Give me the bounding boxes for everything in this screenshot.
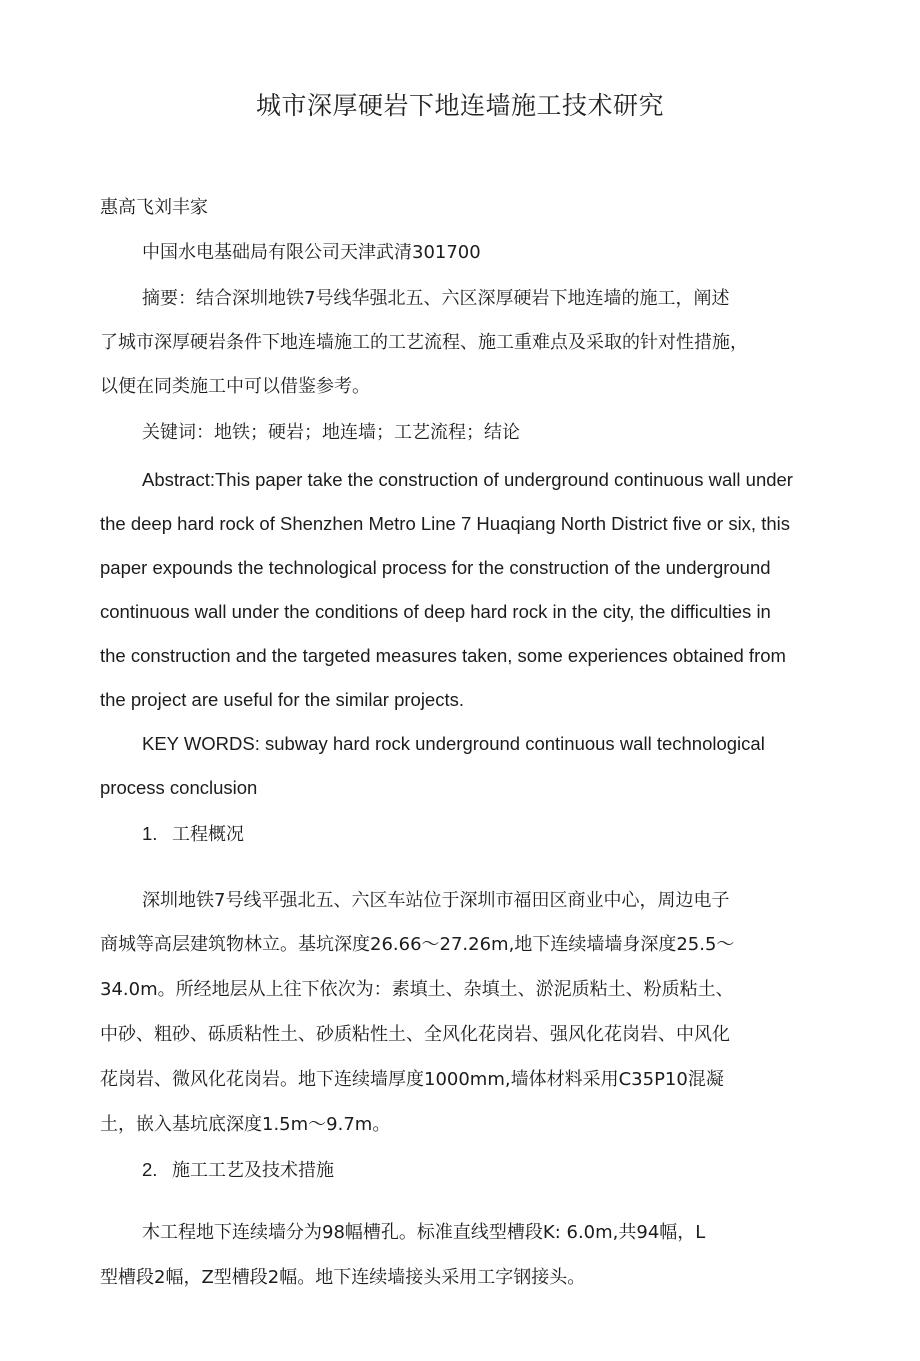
section-1-line: 土，嵌入基坑底深度1.5m～9.7m。 xyxy=(100,1114,391,1135)
section-1-line: 34.0m。所经地层从上往下依次为：素填土、杂填土、淤泥质粘土、粉质粘土、 xyxy=(100,979,734,1000)
abstract-en-line: continuous wall under the conditions of deep hard rock in the city, the difficulties in xyxy=(100,601,771,622)
abstract-en-line: the construction and the targeted measures taken, some experiences obtained from xyxy=(100,645,786,666)
abstract-cn-line: 摘要：结合深圳地铁7号线华强北五、六区深厚硬岩下地连墙的施工，阐述 xyxy=(142,288,730,309)
keywords-en-line: KEY WORDS: subway hard rock underground continuous wall technological xyxy=(142,733,765,754)
section-number: 1. xyxy=(142,823,158,844)
keywords-en-line: process conclusion xyxy=(100,777,258,798)
affiliation: 中国水电基础局有限公司天津武清301700 xyxy=(142,242,481,263)
section-1-line: 中砂、粗砂、砾质粘性土、砂质粘性土、全风化花岗岩、强风化花岗岩、中风化 xyxy=(100,1024,730,1045)
section-title: 工程概况 xyxy=(172,824,244,845)
section-2-line: 木工程地下连续墙分为98幅槽孔。标准直线型槽段K: 6.0m,共94幅，L xyxy=(142,1222,706,1243)
section-1-heading xyxy=(142,812,244,857)
section-2-line: 型槽段2幅，Z型槽段2幅。地下连续墙接头采用工字钢接头。 xyxy=(100,1267,586,1288)
section-1-line: 花岗岩、微风化花岗岩。地下连续墙厚度1000mm,墙体材料采用C35P10混凝 xyxy=(100,1069,724,1090)
abstract-en-line: paper expounds the technological process for the construction of the underground xyxy=(100,557,771,578)
abstract-en-line: Abstract:This paper take the construction of underground continuous wall under xyxy=(142,469,793,490)
section-2-heading xyxy=(142,1148,334,1193)
abstract-cn-line: 了城市深厚硬岩条件下地连墙施工的工艺流程、施工重难点及采取的针对性措施， xyxy=(100,332,748,353)
section-1-line: 深圳地铁7号线平强北五、六区车站位于深圳市福田区商业中心，周边电子 xyxy=(142,890,730,911)
abstract-cn-line: 以便在同类施工中可以借鉴参考。 xyxy=(100,376,370,397)
section-title: 施工工艺及技术措施 xyxy=(172,1160,334,1181)
abstract-en-line: the deep hard rock of Shenzhen Metro Line 7 Huaqiang North District five or six, this xyxy=(100,513,790,534)
abstract-en-line: the project are useful for the similar projects. xyxy=(100,689,464,710)
paper-title: 城市深厚硬岩下地连墙施工技术研究 xyxy=(255,91,664,120)
section-number: 2. xyxy=(142,1159,158,1180)
keywords-cn: 关键词：地铁；硬岩；地连墙；工艺流程；结论 xyxy=(142,422,520,443)
section-1-line: 商城等高层建筑物林立。基坑深度26.66～27.26m,地下连续墙墙身深度25.5～ xyxy=(100,934,735,955)
authors: 惠高飞刘丰家 xyxy=(100,197,208,218)
